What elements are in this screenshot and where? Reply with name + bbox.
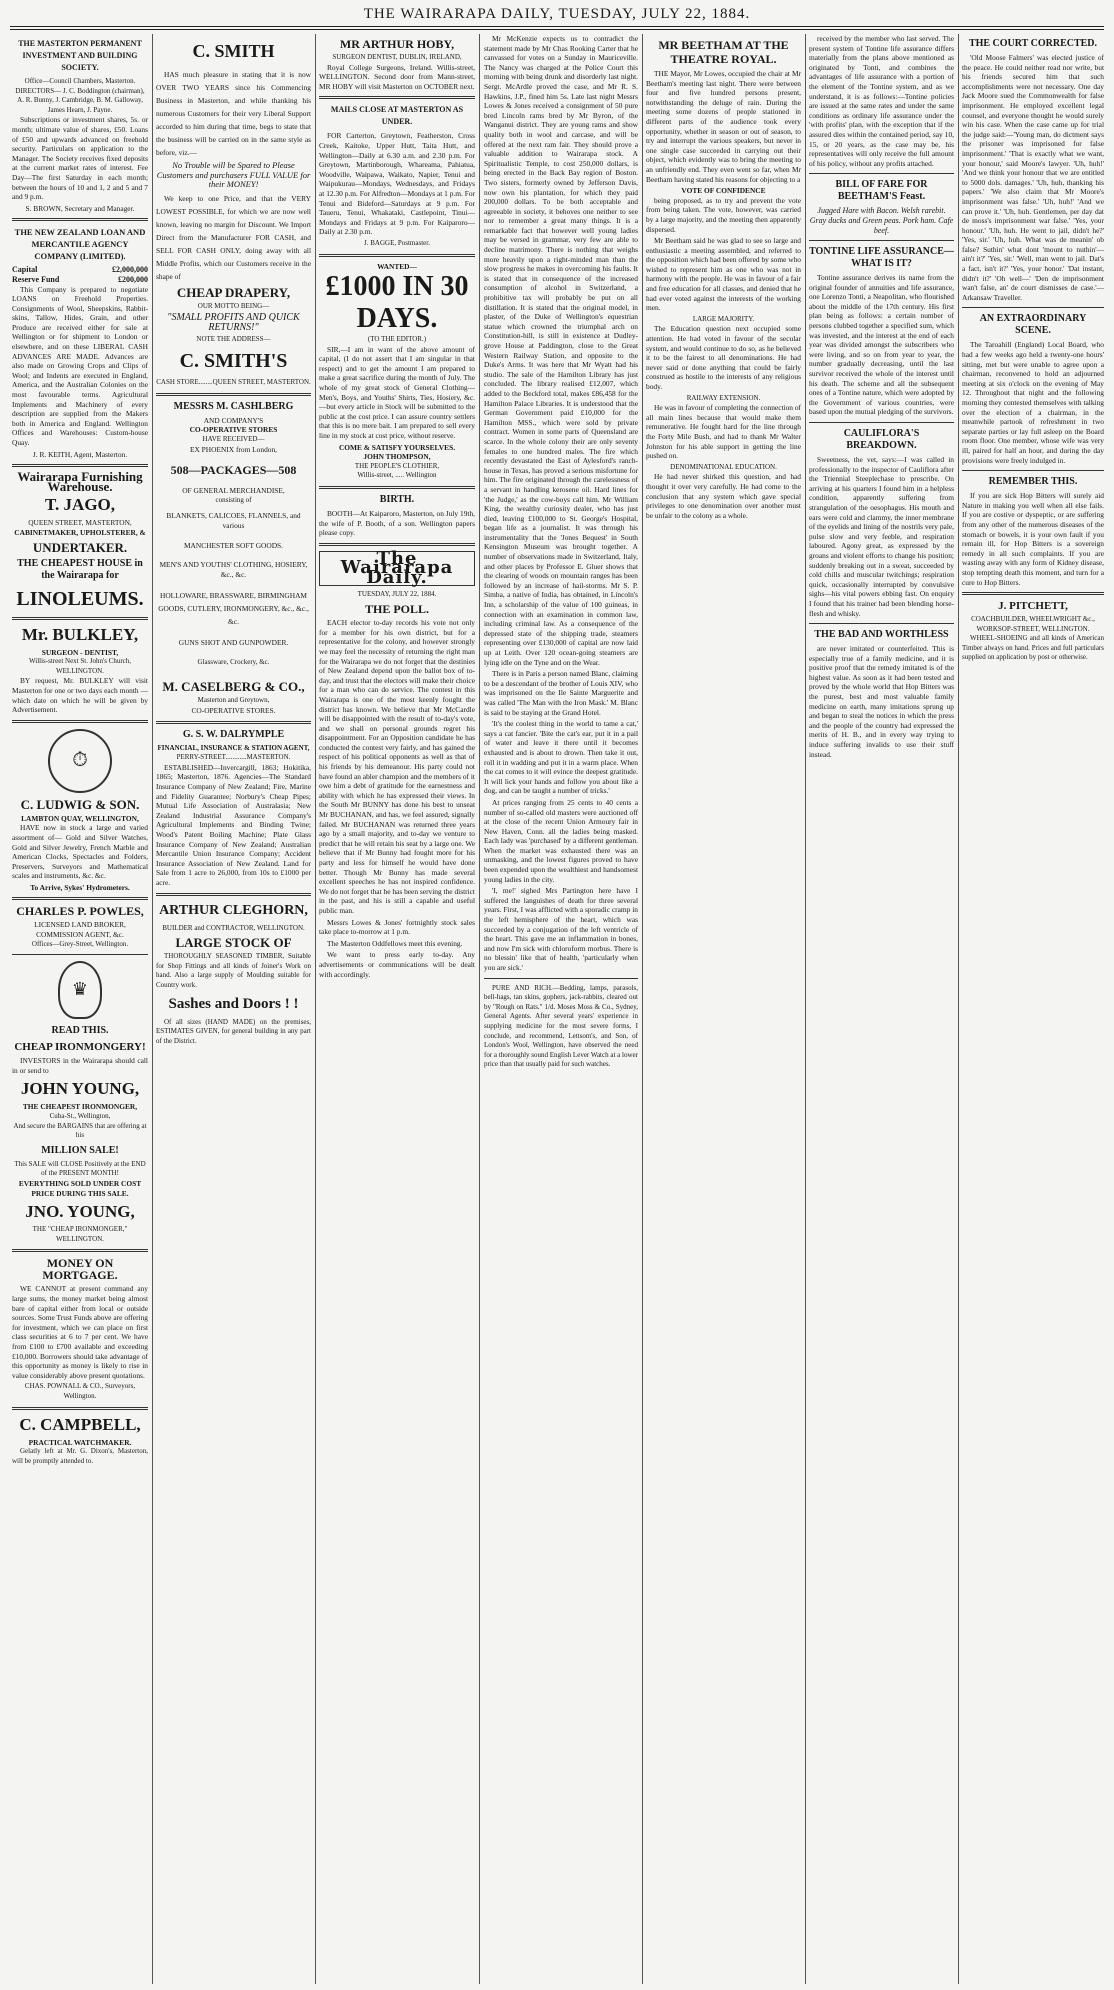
divider [319, 96, 475, 99]
beetham-body: being proposed, as to try and prevent the vote from being taken. The vote, however, was carried by a large majority, and the meeting then apparently dispersed. [646, 195, 801, 234]
news-body: At prices ranging from 25 cents to 40 cents a number of so-called old masters were auctioned off at the close of the recent Union Armoury fair in New Haven, Conn. all the ladies being masked. Each lady was 'purchased' by a different gentleman. When the market was exhausted there was an unmasking, and the lowest figures proved to have been expended upon the wealthiest and handsomest young ladies in the city. [484, 797, 638, 884]
ad-building-society-body: Subscriptions or investment shares, 5s. or month; ultimate value of shares, £50. Loans of £50 and upwards advanced on freehold security. Particulars on application to the Manager. The Society receives fixed deposits at the current market rates of interest. Fee Day—The first Saturday in each month; between the hours of 10 and 1, 2 and 5 and 7 and 9 p.m. [12, 115, 148, 202]
column-2 [156, 34, 311, 1984]
ad-jno-young-name: JNO. YOUNG, [25, 1202, 135, 1222]
ad-furnishing-name: T. JAGO, [44, 495, 116, 515]
ad-cashlberg-line: consisting of [215, 495, 252, 504]
poll-body: EACH elector to-day records his vote not only for a member for his own district, but for a representative for the colony, and however strongly we may feel the necessity of returning the right man for the Wairarapa we do not forget that the destinies of New Zealand depend upon the ballot box of to-day, and trust that the electors will make their choice for a man who can do service. The contest in this Wairarapa is one of the most keenly fought the district has known. We believe that Mr McCardle will be disappointed with the result of to-day's vote, and we shall on personal grounds regret his disappointment. For an Opposition candidate he has conducted the contest very fairly, and has gained the respect of his political opponents as well as that of his friends by his demeanour. His party could not have found an abler champion and the members of it owe him a debt of gratitude for the earnestness and ability with which he has expressed their views. In the South Mr BUNNY has done his best to unseat Mr BUCHANAN, and has, we feel assured, signally failed. Mr BUCHANAN was returned three years ago by a small majority, and to-day we venture to predict that he will retain his seat by a large one. We believe that if Mr Bunny had fought more for his party and less for himself he would have done better. Though Mr Bunny has made several excellent speeches he has not inspired confidence. We do not forget that he has been serving the district in the past, and his is still a capable and useful public man. [319, 618, 475, 915]
divider [12, 218, 148, 221]
ad-building-society-directors: Office—Council Chambers, Masterton. DIRECTORS— J. C. Boddington (chairman), A. R. Bunny, J. Cambridge, B. M. Galloway, James Hearn, J. Payne. [15, 77, 145, 114]
divider [319, 543, 475, 546]
ad-young-line: Cuba-St., Wellington, [49, 1112, 111, 1121]
wanted-label: WANTED— [377, 261, 417, 271]
tontine-body: Tontine assurance derives its name from the original founder of annuities and life assurance, one Lorenzo Tonti, a Neapolitan, who flourished about the middle of the 17th century. His first plan being as follows: a certain number of persons clubbed together a specified sum, which was invested, and the interest at the end of each year was divided amongst the subscribers who were living, and so on from year to year, the number gradually decreasing, until the last survivor received the whole of the interest until his death. The scheme and all the subsequent ones of a Tontine nature, which were adopted by the Government of various countries, were based upon the mutual pledging of the survivors. [809, 273, 954, 417]
ad-caselberg-line: CO-OPERATIVE STORES. [191, 706, 276, 716]
divider [12, 954, 148, 955]
ad-smith-body2: We keep to one Price, and that the VERY LOWEST POSSIBLE, for which we are now well known, leaving no margin for Discount. We Import Direct from the Manufacturer FOR CASH, and SELL FOR CASH ONLY, doing away with all Middle Profits, which our Customers receive in the shape of [156, 193, 311, 281]
capital-value: £2,000,000 [112, 265, 148, 275]
ad-cashlberg-line: MEN'S AND YOUTHS' CLOTHING, HOSIERY, &c., &c. [159, 560, 308, 579]
ad-cashlberg-line: Glassware, Crockery, &c. [197, 657, 270, 666]
ad-cashlberg-line: BLANKETS, CALICOES, FLANNELS, and various [166, 511, 301, 530]
ad-timber-body: THOROUGHLY SEASONED TIMBER, Suitable for Shop Fittings and all kinds of Joiner's Work on hand. Also a large supply of Moulding suitable for Country work. [156, 952, 311, 989]
ad-furnishing-line: QUEEN STREET, MASTERTON, [28, 518, 132, 528]
tontine-title: TONTINE LIFE ASSURANCE—WHAT IS IT? [809, 246, 954, 270]
ad-smith-body: HAS much pleasure in stating that it is now OVER TWO YEARS since his Commencing Business in Masterton, and while thanking his numerous Customers for their very Liberal Support accorded to him during that time, begs to state that the business will be carried on in the same style as before, viz.— [156, 70, 311, 157]
scene-body: The Taroahill (England) Local Board, who had a few weeks ago held a twenty-one hours' sitting, met but were unable to agree upon a chairman, reconvened to hold an adjourned meeting at six o'clock on the evening of May 12. Throughout that night and the following morning they contested themselves with talking over the election of a chairman, in the meanwhile partook of refreshment in two separate parties or lay full asleep on the Board room floor. One member, whose wife was very ill, paired for half an hour, and during the day provisions were freely indulged in. [962, 340, 1104, 465]
birth-title: BIRTH. [379, 494, 415, 505]
divider [156, 893, 311, 896]
watch-emblem-icon: ⏱ [48, 729, 112, 793]
mails-body: FOR Carterton, Greytown, Featherston, Cross Creek, Kaitoke, Upper Hutt, Taita Hutt, and Wellington—Daily at 6.30 a.m. and 2.30 p.m. For Greytown, Martinborough, Whareama, Pahiatua, Woodville, Waipawa, Waikato, Napier, Tenui and Waipukurau—Mondays, Wednesdays, and Fridays at 12.30 p.m. For Alfredton—Mondays at 1 p.m. For Tenui and Bideford—Saturdays at 9 p.m. For Taueru, Tenui, Whakataki, Castlepoint, Tinui—Mondays and Fridays at 9 p.m. For Kaiparoro—Daily at 2.30 p.m. [319, 131, 475, 237]
divider [484, 978, 638, 979]
news-body: 'I, me!' sighed Mrs Partington here have I suffered the languishes of death for three several years. First, I was afflicted with a sporadic cramp in the left hemisphere of the heart, which was succeeded by a conjugation of the left ventricle of the heart. This gave me an inflammation in bones, and now I'm sick with chloroform morbus. There is no blessin' like that of health, 'particularly when you are sick.' [484, 886, 638, 972]
column-1 [12, 34, 148, 1984]
ad-smith-italic: No Trouble will be Spared to Please Customers and purchasers FULL VALUE for their MONEY! [156, 160, 311, 190]
letter-body: SIR,—I am in want of the above amount of capital, (I do not assert that I am singular in that respect) and to get the amount I am prepared to make a great sacrifice during the month of July. The whole of my great stock of General Clothing—Men's, Boys, and Youths' Shirts, Ties, Hosiery, &c.—but every article in Stock will be submitted to the public at the cost price. I can assure country settlers that this is no mere bait. I am prepared to sell every line in my stock at cost price, without reserve. [319, 344, 475, 441]
divider [156, 721, 311, 724]
letter-sign3: Willis-street, ..... Wellington [357, 471, 437, 480]
paper-title: The Wairarapa Daily. [319, 551, 475, 586]
ad-cashlberg-name: MESSRS M. CASHLBERG [173, 400, 294, 412]
ad-dentist-line: Willis-street Next St. John's Church, WELLINGTON. [28, 657, 132, 675]
ad-mortgage-body: WE CANNOT at present command any large sums, the money market being almost bare of capital either from local or outside sources. Some Trust Funds above are offering for investment, which we can place on first class securities at 6 to 7 per cent. We have from £100 to £700 available and exceeding £10,000. Borrowers should take advantage of this opportunity as money is likely to rise in value considerably above present quotations. [12, 1284, 148, 1380]
divider [12, 617, 148, 620]
ad-cashlberg-line: CO-OPERATIVE STORES [189, 425, 278, 435]
ad-cashlberg-line: AND COMPANY'S [203, 415, 264, 425]
pitchett-name: J. PITCHETT, [998, 600, 1068, 613]
beetham-body: He had never shirked this question, and had thought it over very carefully. He had come to the conclusion that any system which gave special privileges to one denomination over another must be unfair to the colony as a whole. [646, 472, 801, 520]
divider [12, 897, 148, 900]
beetham-body: THE Mayor, Mr Lowes, occupied the chair at Mr Beetham's meeting last night. There were between four and five hundred persons present, notwithstanding the deluge of rain. During the meeting some dozens of people stationed in different parts of the audience took every opportunity, whether in season or out of season, to try and interrupt the various speakers, but never in one single case succeeded in carrying out their object, which evidently was to bring the meeting to an unfriendly end. They even went so far, when Mr Beetham having stated his reasons for objecting to a [646, 69, 801, 184]
reserve-label: Reserve Fund [12, 274, 60, 284]
poll-body4: We want to press early to-day. Any advertisements or communications will be dealt with accordingly. [319, 950, 475, 979]
ad-loan-agency-title: THE NEW ZEALAND LOAN AND MERCANTILE AGENCY COMPANY (LIMITED). [14, 227, 146, 262]
ad-cashlberg-packages: 508—PACKAGES—508 [170, 463, 297, 478]
poll-title: THE POLL. [364, 602, 429, 617]
column-divider [805, 34, 806, 1984]
ad-timber-sashes: Sashes and Doors ! ! [168, 995, 299, 1012]
ad-cleghorn-name: ARTHUR CLEGHORN, [159, 902, 308, 918]
bad-worthless-title: THE BAD AND WORTHLESS [814, 629, 949, 641]
beetham-title: MR BEETHAM AT THE THEATRE ROYAL. [658, 38, 789, 66]
ad-furnishing-line: UNDERTAKER. [32, 539, 128, 555]
poll-body2: Messrs Lowes & Jones' fortnightly stock sales take place to-morrow at 1 p.m. [319, 917, 475, 937]
ad-young-read: READ THIS. [51, 1025, 109, 1037]
reserve-value: £200,000 [118, 274, 148, 284]
ad-loan-reserve-row [12, 275, 148, 285]
ad-building-society-sign: S. BROWN, Secretary and Manager. [25, 203, 135, 213]
divider [962, 592, 1104, 595]
ad-young-line: EVERYTHING SOLD UNDER COST PRICE DURING THIS SALE. [18, 1179, 142, 1198]
pitchett-line: COACHBUILDER, WHEELWRIGHT &c., [971, 615, 1095, 624]
ad-powles-name: CHARLES P. POWLES, [16, 904, 144, 919]
column-divider [479, 34, 480, 1984]
ad-young-line: This SALE will CLOSE Positively at the END of the PRESENT MONTH! [14, 1159, 146, 1178]
remember-title: REMEMBER THIS. [988, 476, 1078, 488]
news-ad-body: PURE AND RICH.—Bedding, lamps, parasols, bell-hags, tan skins, gophers, jack-rabbits, cleared out by "Rough on Rats." 1/d. Moses Moss & Co., Sydney, General Agents. After several years' experience in supplying medicine for the most severe forms, I conclude, and recommend, Lettsom's, and Son, of London's Wool, Wellington, have observed the need for a thoroughly sound English Lever Watch at a lower price than that usually paid for such watches. [484, 983, 638, 1069]
ad-cashlberg-line: HAVE RECEIVED— [202, 434, 265, 443]
divider [809, 623, 954, 624]
ad-furnishing-title: Wairarapa Furnishing Warehouse. [17, 469, 143, 494]
court-body: 'Old Moose Falmers' was elected justice of the peace. He could neither read nor write, but his friends secured him that such accomplishments were not necessary. One day Jack Moore sued the Commonwealth for false imprisonment. He employed excellent legal counsel, and everyone thought he would surely win his case. When the case came up for trial the judge said:—'Young man, do dictment says the prisoner was imprisoned for false imprisonment.' 'That is exactly what we want, your honour,' said Moore's lawyer. 'Uh, huh!' 'And we think your honour that we are entitled to 5000 dols. damages.' 'Uh, huh, thanking his papers.' 'We also claim that Mr Moore's imprisonment was false.' 'Uh, huh!' 'And we can prove it.' 'Uh, huh. Gentlemen, per day dat de moss's imprisonment war false.' 'Yes, your honour.' 'Uh, huh. He went to jail, didn't he?' 'Yes, sir.' 'Uh, huh. What was de meanin' ob false? Suthin' what dont 'mount to nuthin'—ain't it?' 'Yes, sir.' 'Well, man went to jail. Dat's a fact, isn't it?' 'Yes, your honor.' 'Dat instant, didn't it?' 'Oh well—' 'Den de imprisonment wan't false, an' de court dismisses de case.'—Arkansaw Traveller. [962, 53, 1104, 302]
ad-young-body: INVESTORS in the Wairarapa should call in or send to [12, 1056, 148, 1075]
ad-furnishing-line: THE CHEAPEST HOUSE in the Wairarapa for [17, 557, 143, 581]
divider [12, 1249, 148, 1252]
ad-hoby-line: SURGEON DENTIST, DUBLIN, IRELAND, [332, 53, 462, 61]
ad-young-line: MILLION SALE! [41, 1144, 119, 1156]
ad-jno-young-line: THE "CHEAP IRONMONGER," WELLINGTON. [32, 1225, 128, 1243]
column-divider [642, 34, 643, 1984]
wanted-money: £1000 IN 30 DAYS. [325, 271, 469, 335]
divider [12, 720, 148, 723]
ad-campbell-line: Gelatly left at Mr. G. Dixon's, Masterton, will be promptly attended to. [12, 1447, 148, 1465]
ad-caselberg-name: M. CASELBERG & CO., [162, 679, 305, 695]
ad-smith-brand: C. SMITH'S [179, 350, 288, 373]
beetham-body: Mr Beetham said he was glad to see so large and enthusiastic a meeting assembled, and referred to the opposition which had been offered by some who wished to represent him as one who was not in harmony with the people. He was in favour of a fair and free education for all classes, and denied that he had ever voted against the interests of the working men. [646, 236, 801, 313]
ad-furnishing-line: CABINETMAKER, UPHOLSTERER, & [14, 527, 146, 537]
ad-young-name: JOHN YOUNG, [20, 1079, 140, 1099]
ad-ludwig-body: HAVE now in stock a large and varied assortment of— Gold and Silver Watches, Gold and Silver Jewelry, French Marble and American Clocks, Spectacles and Folders, Preservers, Surveyors and Mathematical scales and instruments, &c. &c. [12, 823, 148, 881]
ad-cashlberg-line: GUNS SHOT AND GUNPOWDER. [178, 638, 289, 648]
ad-dalrymple-name: G. S. W. DALRYMPLE [182, 728, 285, 740]
news-body: There is in Paris a person named Blanc, claiming to be a descendant of the brother of Louis XIV, who was imprisoned on the Ile Sainte Marguerite and was called 'The Man with the Iron Mask.' M. Blanc is said to be staying at the Grand Hotel. [484, 669, 638, 717]
column-5 [646, 34, 801, 1984]
ad-cleghorn-line: BUILDER and CONTRACTOR, WELLINGTON. [162, 923, 305, 932]
bill-of-fare-title: BILL OF FARE FOR BEETHAM'S Feast. [835, 179, 928, 203]
divider [319, 254, 475, 257]
ad-building-society-title: THE MASTERTON PERMANENT INVESTMENT AND BUILDING SOCIETY. [18, 39, 142, 72]
masthead-rule-2 [10, 29, 1104, 30]
beetham-section: LARGE MAJORITY. [692, 314, 755, 323]
tontine-intro: received by the member who last served. The present system of Tontine life assurance differs materially from the plans above mentioned as originated by Tonti, and combines the advantages of life assurance with a portion of the element of the Tontine system, and as we understand, it is as follows:—Tontine policies are issued at the same rates and under the same conditions as ordinary life assurance under the 'with profits' plan, with the exception that if the assured dies within the contained period, say 10, 15, or 20 years, as the case may be, his representatives will only receive the full amount of his policy, without any profits attached. [809, 34, 954, 168]
ad-smith-name: C. SMITH [192, 41, 275, 61]
ad-caselberg-line: Masterton and Greytown, [197, 696, 270, 705]
ad-mortgage-sign: CHAS. POWNALL & CO., Surveyors, Wellington. [24, 1382, 136, 1400]
ad-dalrymple-line: FINANCIAL, INSURANCE & STATION AGENT, [157, 743, 310, 752]
ad-smith-note: NOTE THE ADDRESS— [196, 334, 271, 343]
ad-powles-line: LICENSED LAND BROKER, COMMISSION AGENT, &c. [34, 920, 126, 940]
divider [156, 393, 311, 396]
coat-of-arms-icon: ♛ [58, 961, 102, 1019]
poll-body3: The Masterton Oddfellows meet this evening. [327, 938, 463, 948]
birth-body: BOOTH—At Kaiparoro, Masterton, on July 19th, the wife of P. Booth, of a son. Wellington papers please copy. [319, 509, 475, 538]
mails-sign: J. BAGGE, Postmaster. [364, 238, 430, 247]
column-divider [958, 34, 959, 1984]
ad-dentist-body: BY request, Mr. BULKLEY will visit Masterton for one or two days each month — which date on which he will be given by Advertisement. [12, 676, 148, 715]
ad-smith-heading: CHEAP DRAPERY, [176, 284, 291, 300]
ad-young-line: THE CHEAPEST IRONMONGER, [22, 1102, 138, 1112]
scene-title: AN EXTRAORDINARY SCENE. [979, 313, 1087, 337]
ad-powles-line: Offices—Grey-Street, Wellington. [31, 939, 129, 948]
ad-smith-addr: CASH STORE........QUEEN STREET, MASTERTON. [156, 378, 311, 387]
ad-timber-title: LARGE STOCK OF [175, 935, 292, 951]
ad-hoby-body: Royal College Surgeons, Ireland. Willis-street, WELLINGTON. Second door from Mann-street, MR HOBY will visit Masterton on OCTOBER next. [319, 62, 475, 91]
ad-smith-motto: "SMALL PROFITS AND QUICK RETURNS!" [167, 312, 300, 333]
divider [12, 1407, 148, 1410]
cauliflora-body: Sweetness, the vet, says:—I was called in professionally to the inspector of Cauliflora after the Triennial Steeplechase to prescribe. On arriving at his quarters I found him in a helpless condition, apparently suffering from strangulation of the oesophagus. His mouth and ears were cold and clammy, the inner membrane of the eyelids and lining of the nostrils very pale, pulse slow and very feeble, and respiration laboured. Agony great, as expressed by the groans and violent efforts to change his position; suddenly breaking out in a sweat, succeeded by cold chills and muscular twitchings; respiration quick, occasionally interrupted by convulsive sighs—his vital powers ebbing fast. On enquiry I found that his trainer had been blending horse-flesh and whisky. [809, 455, 954, 618]
bill-of-fare-items: Jugged Hare with Bacon. Welsh rarebit. Gray ducks and Green peas. Pork ham. Cafe beef. [809, 206, 954, 235]
column-divider [152, 34, 153, 1984]
masthead: THE WAIRARAPA DAILY, TUESDAY, JULY 22, 1884. [363, 6, 751, 22]
column-4 [484, 34, 638, 1984]
paper-date: TUESDAY, JULY 22, 1884. [357, 589, 437, 598]
divider [962, 307, 1104, 308]
column-6 [809, 34, 954, 1984]
ad-ludwig-agent: To Arrive, Sykes' Hydrometers. [30, 882, 130, 892]
beetham-body: The Education question next occupied some attention. He had voted in favour of the secular system, and would continue to do so, as he believed it to be the fairest to all denominations. He had never said or done anything that could be fairly construed as hostile to the interests of any religious body. [646, 324, 801, 391]
ad-hoby-name: MR ARTHUR HOBY, [339, 37, 455, 51]
ad-mortgage-title: MONEY ON MORTGAGE. [42, 1256, 118, 1283]
ad-dalrymple-line: PERRY-STREET............MASTERTON. [176, 753, 291, 762]
divider [809, 422, 954, 423]
beetham-vote: VOTE OF CONFIDENCE [681, 186, 766, 196]
capital-label: Capital [12, 265, 38, 275]
ad-ludwig-name: C. LUDWIG & SON. [20, 796, 140, 812]
pitchett-line: WORKSOP-STREET, WELLINGTON. [976, 624, 1090, 633]
beetham-section: DENOMINATIONAL EDUCATION. [670, 462, 777, 471]
ad-loan-agency-sign: J. R. KEITH, Agent, Masterton. [32, 449, 128, 459]
news-body: 'It's the coolest thing in the world to tame a cat,' says a cat fancier. 'Bite the cat's ear, put it in a pail of water and leave it there until it becomes exhausted and is about to drown. Then take it out, roll it in wadding and put it in a warm place. When the cat comes to it will evince the deepest gratitude. It will lick your hands and follow you about like a dog, and can be taught a number of tricks.' [484, 719, 638, 796]
beetham-section: RAILWAY EXTENSION. [686, 393, 761, 402]
ad-cashlberg-line: MANCHESTER SOFT GOODS. [183, 540, 284, 550]
column-divider [315, 34, 316, 1984]
ad-campbell-line: PRACTICAL WATCHMAKER. [28, 1437, 132, 1447]
letter-sign: JOHN THOMPSON, [363, 452, 431, 462]
divider [319, 486, 475, 489]
ad-dalrymple-body: ESTABLISHED—Invercargill, 1863; Hokitika, 1865; Masterton, 1876. Agencies—The Standard Insurance Company of New Zealand; Fire, Marine and Fidelity Guarantee; Norbury's Cheap Pipes; Mutual Life Association of Australasia; New Zealand Industrial Assurance Company's Agricultural Implements and Binding Twine; Wood's Patent Boiling Machine; Plate Glass Insurance Company of New Zealand; Australian Mercantile Union Insurance Company; Accident Insurance Association of New Zealand. Land for Sale from 1 acre to 26,000, from 10s to £1000 per acre. [156, 762, 311, 887]
letter-invite: COME & SATISFY YOURSELVES. [338, 442, 456, 452]
ad-young-line: And secure the BARGAINS that are offering at his [13, 1121, 147, 1140]
ad-dentist-name: Mr. BULKLEY, [21, 624, 139, 644]
letter-sign2: THE PEOPLE'S CLOTHIER, [354, 461, 440, 470]
ad-furnishing-linoleums: LINOLEUMS. [16, 587, 144, 610]
divider [809, 173, 954, 174]
beetham-body: He was in favour of completing the connection of all main lines because that would make them remunerative. He fought hard for the line through the Forty Mile Bush, and had to thank Mr Walter Johnston for his able support in getting the line pushed on. [646, 403, 801, 461]
divider [809, 240, 954, 241]
ad-ludwig-line: LAMBTON QUAY, WELLINGTON, [21, 813, 139, 823]
remember-body: If you are sick Hop Bitters will surely aid Nature in making you well when all else fails. If you are costive or dyspeptic, or are suffering from any other of the numerous diseases of the stomach or bowels, it is your own fault if you remain ill, for Hop Bitters is a sovereign remedy in all such complaints. If you are wasting away with any form of Kidney disease, stop tempting death this moment, and turn for a cure to Hop Bitters. [962, 491, 1104, 587]
ad-young-title: CHEAP IRONMONGERY! [14, 1041, 146, 1054]
pitchett-line: WHEEL-SHOEING and all kinds of American Timber always on hand. Prices and full particulars supplied on application by post or otherwise. [962, 634, 1104, 662]
court-title: THE COURT CORRECTED. [968, 38, 1098, 49]
ad-loan-agency-body: This Company is prepared to negotiate LOANS on Freehold Properties. Consignments of Wool, Sheepskins, Rabbit-skins, Tallow, Hides, Grain, and other Produce are received either for sale at Wellington or for shipment to London or elsewhere, and on these LIBERAL CASH ADVANCES ARE MADE. Advances are also made on Growing Crops and Clips of Wool; and Indents are executed in England, America, and the Australian Colonies on the most favourable terms. Agricultural Implements and Machinery of every description are supplied from the Makers both in America and England. Wellington Offices and Warehouses: Custom-house Quay. [12, 284, 148, 447]
ad-cashlberg-line: HOLLOWARE, BRASSWARE, BIRMINGHAM GOODS, CUTLERY, IRONMONGERY, &c., &c., &c. [158, 591, 309, 627]
ad-campbell-name: C. CAMPBELL, [19, 1414, 141, 1434]
ad-cashlberg-line: EX PHOENIX from London, [189, 444, 278, 454]
ad-cashlberg-line: OF GENERAL MERCHANDISE, [182, 486, 285, 496]
ad-dentist-line: SURGEON - DENTIST, [41, 647, 119, 657]
divider [12, 464, 148, 467]
cauliflora-title: CAULIFLORA'S BREAKDOWN. [843, 428, 920, 451]
bad-worthless-body: are never imitated or counterfeited. This is especially true of a family medicine, and it is positive proof that the remedy imitated is of the highest value. As soon as it had been tested and proved by the whole world that Hop Bitters was the purest, best and most valuable family medicine on earth, many imitations sprung up and began to steal the notices in which the press and the people of the country had expressed the merits of H. B., and in every way trying to induce suffering invalids to use their stuff instead. [809, 644, 954, 759]
column-7 [962, 34, 1104, 1984]
to-editor: (TO THE EDITOR.) [367, 335, 427, 344]
ad-smith-motto-label: OUR MOTTO BEING— [197, 301, 270, 310]
masthead-rule [10, 26, 1104, 27]
column-3 [319, 34, 475, 1984]
news-body: Mr McKenzie expects us to contradict the statement made by Mr Chas Rooking Carter that he canvassed for votes on a Sunday in Mauriceville. The Nancy was charged at the Police Court this morning with being drunk and disorderly last night. Sergt. McArdle proved the case, and Mr R. S. Hawkins, J.P., fined him 5s. Late last night Messrs Lowes & Jones received a consignment of 50 pure bred Lincoln rams bred by Mr Byron, of the Wanganui district. They are young rams and show quality both in wool and carcase, and will be offered at the next ram fair. They should prove a valuable addition to Wairarapa stock. A Spiritualistic Temple, to cost 250,000 dollars, is being erected in the Back Bay region of Boston. Two sisters, formerly owned by Jefferson Davis, now own his plantation, for which they paid 200,000 dollars. To be both acceptable and agreeable in society, it behoves one neither to see nor to remember a great many things. It is a remarkable fact that however well young ladies may be versed in grammar, very few are able to decline matrimony. There is nothing that weighs more heavily upon a right-minded man than the slow progress he makes in overcoming his faults. It is stated that in consequence of the increased consumption of alcohol in Switzerland, a prohibitive tax will probably be put on all distillation. It is stated that the original model, in plaster, of the Duke of Wellington's equestrian statue which crowned the triumphal arch on Constitution-hill, is still in existence at Dudley-grove House at Paddington, close to the Great Western Railway Station, and opposite to the Duke's Arms. It was here that Mr Wyatt had his studio. The sale of the Hamilton Library has just concluded. The library realised £12,007, which added to the Beckford total, makes £86,458 for the Hamilton Palace Libraries. It is understood that the German Government paid £10,000 for the Hamilton MSS., which were sold by private contract. Women in some parts of Queensland are scarce. In the whole colony their are only seventy females to one hundred males. The fire which recently devastated the East of Aylesford's ranch-house in Texas, has proved a serious misfortune for him. The fire originated through the carelessness of a servant in handling kerosene oil. Hard lines for 'the Judge,' as the cow-boys call him. Mr William King, the wealthy curiosity dealer, who has just died, leaving £100,000 to St. George's Hospital, began life as a journalist. It was through his instrumentality that the 'Jones Bequest' in South Kensington Museum was brought together. A number of observations made in Switzerland, Italy, and other places by Professor E. Gluer shows that the clearing of woods on mountain ranges has been followed by an increase of hail-storms. Mr S. P. Simba, a native of India, has obtained, in Lincoln's Inn, a scholarship of the value of 100 guineas, in connection with an examination in common law, including criminal law. As a consequence of the depressed state of the shipping trade, steamers representing over £130,000 of capital are now laid up at Leith. Over 120 ocean-going steamers are lying idle on the Tyne and on the Wear. [484, 34, 638, 667]
divider [962, 470, 1104, 471]
mails-title: MAILS CLOSE AT MASTERTON AS UNDER. [330, 105, 464, 127]
ad-timber-body2: Of all sizes (HAND MADE) on the premises, ESTIMATES GIVEN, for general building in any part of the District. [156, 1017, 311, 1045]
ad-loan-capital-row [12, 265, 148, 275]
